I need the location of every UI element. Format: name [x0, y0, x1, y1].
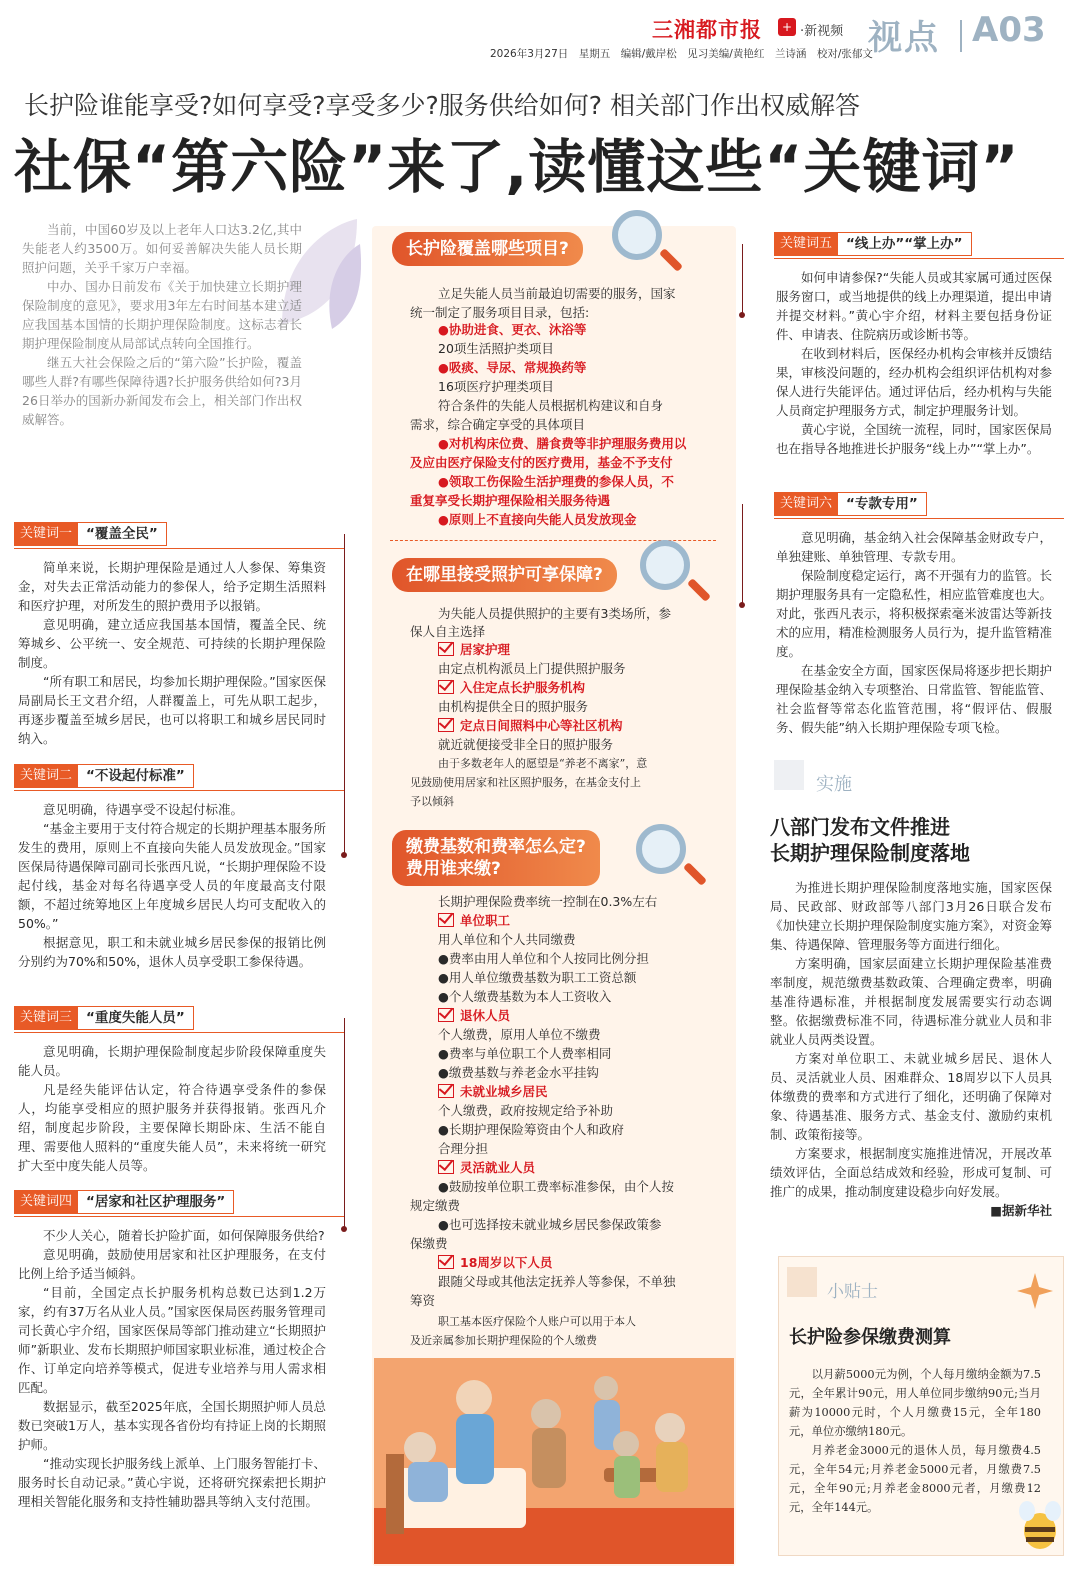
keyword-tag: 关键词二: [14, 764, 78, 788]
keyword-title: “覆盖全民”: [78, 522, 167, 546]
body-paragraph: “目前，全国定点长护服务机构总数已达到1.2万家，约有37万名从业人员。”国家医保局医药服务管理司司长黄心宇介绍，国家医保局等部门推动建立“长期照护师”新职业、发布长期照护师国家职业标准，通过校企合作、订单定向培养等模式，促进专业培养与用人需求相匹配。: [18, 1285, 326, 1395]
connector-dot: [739, 602, 745, 608]
line-text: ●用人单位缴费基数为职工工资总额: [438, 970, 637, 985]
line-text: 见鼓励使用居家和社区照护服务，在基金支付上: [410, 776, 641, 789]
video-brand: ·新视频: [800, 24, 844, 39]
line-text: 需求，综合确定享受的具体项目: [410, 417, 586, 432]
center-line: [438, 358, 586, 377]
line-text: 居家护理: [460, 642, 511, 657]
line-text: ●费率由用人单位和个人按同比例分担: [438, 951, 649, 966]
line-text: 为失能人员提供照护的主要有3类场所，参: [438, 606, 671, 621]
checklist-item: [438, 1006, 510, 1025]
line-text: 合理分担: [438, 1141, 489, 1156]
checkbox-icon: [438, 1084, 454, 1098]
checklist-item: [438, 1158, 535, 1177]
keyword-title: “重度失能人员”: [78, 1006, 194, 1030]
center-line: [438, 284, 676, 303]
keyword-3-header: [14, 1006, 194, 1030]
keyword-2-header: [14, 764, 194, 788]
section-title-2: 长期护理保险制度落地: [770, 841, 970, 865]
line-text: 保人自主选择: [410, 624, 486, 639]
line-text: 用人单位和个人共同缴费: [438, 932, 576, 947]
center-line: [438, 396, 663, 415]
keyword-rule: [14, 1032, 344, 1033]
line-text: 统一制定了服务项目目录，包括:: [410, 305, 590, 320]
tip-paragraph: 月养老金3000元的退休人员，每月缴费4.5元，全年54元;月养老金5000元者，月缴费7.5元，全年90元;月养老金8000元者，月缴费12元，全年144元。: [789, 1444, 1041, 1514]
body-paragraph: 意见明确，待遇享受不设起付标准。: [43, 802, 244, 817]
keyword-4-body: [18, 1226, 326, 1511]
body-paragraph: 黄心宇说，全国统一流程，同时，国家医保局也在指导各地推进长护服务“线上办”“掌上办”。: [776, 422, 1052, 456]
keyword-1-header: [14, 522, 167, 546]
line-text: 单位职工: [460, 913, 511, 928]
line-text: 筹资: [410, 1293, 436, 1308]
line-text: ●个人缴费基数为本人工资收入: [438, 989, 612, 1004]
page-number: A03: [972, 10, 1046, 50]
body-paragraph: 简单来说，长期护理保险是通过人人参保、筹集资金，对失去正常活动能力的参保人，给予定期生活照料和医疗护理，对所发生的照护费用予以报销。: [18, 560, 326, 613]
line-text: 长期护理保险费率统一控制在0.3%左右: [438, 894, 658, 909]
center-line: [438, 697, 588, 716]
line-text: 予以倾斜: [410, 795, 454, 808]
keyword-tag: 关键词五: [774, 232, 838, 256]
center-line: [410, 453, 673, 472]
body-paragraph: 意见明确，基金纳入社会保障基金财政专户，单独建账、单独管理、专款专用。: [776, 530, 1052, 564]
checklist-item: [438, 678, 585, 697]
center-line: [438, 1120, 624, 1139]
center-line: [438, 892, 657, 911]
keyword-rule: [14, 790, 344, 791]
question-2-title: 在哪里接受照护可享保障?: [392, 558, 617, 592]
body-paragraph: 不少人关心，随着长护险扩面，如何保障服务供给?: [43, 1228, 325, 1243]
keyword-tag: 关键词一: [14, 522, 78, 546]
keyword-6-header: [774, 492, 927, 516]
body-paragraph: 保险制度稳定运行，离不开强有力的监管。长期护理服务具有一定隐私性，相应监管难度也大。对此，张西凡表示，将积极探索毫米波雷达等新技术的应用，精准检测服务人员行为，提升监管精准度。: [776, 568, 1052, 659]
keyword-rule: [14, 1216, 344, 1217]
center-line: [438, 659, 626, 678]
body-paragraph: 方案要求，根据制度实施推进情况，开展改革绩效评估，全面总结成效和经验，形成可复制、可推广的成果，推动制度建设稳步向好发展。: [770, 1146, 1052, 1199]
magnifier-icon: [636, 824, 686, 874]
keyword-title: “线上办”“掌上办”: [838, 232, 972, 256]
connector-line: [344, 534, 345, 854]
keyword-title: “不设起付标准”: [78, 764, 194, 788]
center-line: [438, 1101, 613, 1120]
keyword-5-header: [774, 232, 972, 256]
checkbox-icon: [438, 680, 454, 694]
intro-paragraph: 中办、国办日前发布《关于加快建立长期护理保险制度的意见》，要求用3年左右时间基本建立适应我国基本国情的长期护理保险制度。这标志着长期护理保险制度从局部试点转向全国推行。: [22, 279, 302, 351]
line-text: 就近就便接受非全日的照护服务: [438, 737, 614, 752]
body-paragraph: 如何申请参保?“失能人员或其家属可通过医保服务窗口，或当地提供的线上办理渠道，提出申请并提交材料。”黄心宇介绍，材料主要包括身份证件、申请表、住院病历或诊断书等。: [776, 270, 1052, 342]
source-credit: ■据新华社: [990, 1203, 1052, 1218]
checklist-item: [438, 911, 510, 930]
keyword-tag: 关键词六: [774, 492, 838, 516]
tip-paragraph: 以月薪5000元为例，个人每月缴纳金额为7.5元，全年累计90元，用人单位同步缴纳90元;当月薪为10000元时，个人月缴费15元，全年180元，单位亦缴纳180元。: [789, 1368, 1041, 1438]
body-paragraph: 在基金安全方面，国家医保局将逐步把长期护理保险基金纳入专项整治、日常监管、智能监管、社会监督等常态化监管范围，将“假评估、假服务、假失能”纳入长期护理保险专项飞检。: [776, 663, 1052, 735]
connector-dot: [739, 312, 745, 318]
body-paragraph: 数据显示，截至2025年底，全国长期照护师人员总数已突破1万人，基本实现各省份均有持证上岗的长期照护师。: [18, 1399, 326, 1452]
line-text: ●费率与单位职工个人费率相同: [438, 1046, 612, 1061]
body-paragraph: “推动实现长护服务线上派单、上门服务智能打卡、服务时长自动记录。”黄心宇说，还将研究探索把长期护理相关智能化服务和支持性辅助器具等纳入支付范围。: [18, 1456, 326, 1509]
center-line: [410, 415, 585, 434]
keyword-6-body: [776, 528, 1052, 737]
keyword-title: “居家和社区护理服务”: [78, 1190, 234, 1214]
center-line: [438, 434, 686, 453]
masthead: [0, 8, 1080, 68]
center-line: [438, 472, 674, 491]
keyword-rule: [774, 518, 1064, 519]
connector-line: [742, 504, 743, 604]
center-line: [410, 1331, 597, 1350]
line-text: ●对机构床位费、膳食费等非护理服务费用以: [438, 436, 687, 451]
center-line: [438, 930, 576, 949]
question-3-line-1: 缴费基数和费率怎么定?: [406, 837, 586, 857]
issue-meta: 2026年3月27日 星期五 编辑/戴岸松 见习美编/黄艳红 兰诗涵 校对/张郁文: [490, 48, 873, 60]
center-line: [438, 1215, 661, 1234]
center-line: [410, 491, 610, 510]
line-text: 规定缴费: [410, 1198, 461, 1213]
keyword-tag: 关键词三: [14, 1006, 78, 1030]
question-3-title: [392, 830, 600, 886]
line-text: 及应由医疗保险支付的医疗费用，基金不予支付: [410, 455, 673, 470]
checkbox-icon: [438, 1160, 454, 1174]
body-paragraph: 凡是经失能评估认定，符合待遇享受条件的参保人，均能享受相应的照护服务并获得报销。张西凡介绍，制度起步阶段，主要保障长期卧床、生活不能自理、需要他人照料的“重度失能人员”，未来将统一研究扩大至中度失能人员等。: [18, 1082, 326, 1173]
checkbox-icon: [438, 1255, 454, 1269]
line-text: ●吸痰、导尿、常规换药等: [438, 360, 587, 375]
center-line: [438, 1044, 611, 1063]
line-text: 跟随父母或其他法定抚养人等参保，不单独: [438, 1274, 676, 1289]
checklist-item: [438, 1082, 548, 1101]
center-line: [438, 377, 554, 396]
line-text: 入住定点长护服务机构: [460, 680, 586, 695]
tip-title: 长护险参保缴费测算: [789, 1327, 951, 1348]
center-line: [410, 1291, 435, 1310]
line-text: 16项医疗护理类项目: [438, 379, 554, 394]
section-label-row: [770, 760, 1070, 794]
checklist-item: [438, 1253, 552, 1272]
star-decoration-icon: [1015, 1271, 1055, 1311]
line-text: 个人缴费，原用人单位不缴费: [438, 1027, 601, 1042]
line-text: 退休人员: [460, 1008, 511, 1023]
bee-mascot-icon: [1017, 1493, 1063, 1553]
line-text: ●协助进食、更衣、沐浴等: [438, 322, 587, 337]
line-text: 灵活就业人员: [460, 1160, 536, 1175]
line-text: 立足失能人员当前最迫切需要的服务，国家: [438, 286, 676, 301]
line-text: 重复享受长期护理保险相关服务待遇: [410, 493, 611, 508]
line-text: 职工基本医疗保险个人账户可以用于本人: [438, 1315, 636, 1328]
line-text: 未就业城乡居民: [460, 1084, 548, 1099]
center-line: [438, 949, 649, 968]
body-paragraph: 方案对单位职工、未就业城乡居民、退休人员、灵活就业人员、困难群众、18周岁以下人员具体缴费的费率和方式进行了细化，还明确了保障对象、待遇基准、服务方式、基金支付、激励约束机制、政策衔接等。: [770, 1051, 1052, 1142]
question-3-line-2: 费用谁来缴?: [406, 859, 501, 879]
section-name: 视点: [868, 18, 940, 58]
connector-dot: [341, 852, 347, 858]
keyword-title: “专款专用”: [838, 492, 927, 516]
intro-paragraph: 当前，中国60岁及以上老年人口达3.2亿,其中失能老人约3500万。如何妥善解决失能人员长期照护问题，关乎千家万户幸福。: [22, 222, 302, 275]
body-paragraph: 为推进长期护理保险制度落地实施，国家医保局、民政部、财政部等八部门3月26日联合发布《加快建立长期护理保险制度实施方案》，对资金筹集、待遇保障、管理服务等方面进行细化。: [770, 880, 1052, 952]
center-line: [438, 1063, 599, 1082]
keyword-4-header: [14, 1190, 234, 1214]
line-text: 个人缴费，政府按规定给予补助: [438, 1103, 614, 1118]
body-paragraph: “基金主要用于支付符合规定的长期护理基本服务所发生的费用，原则上不直接向失能人员发放现金。”国家医保局待遇保障司副司长张西凡说，“长期护理保险不设起付线，基金对每名待遇享受人员的年度最高支付限额，不超过统筹地区上年度城乡居民人均可支配收入的50%。”: [18, 821, 326, 931]
line-text: 由于多数老年人的愿望是“养老不离家”，意: [438, 757, 648, 770]
intro-paragraph: 继五大社会保险之后的“第六险”长护险，覆盖哪些人群?有哪些保障待遇?长护服务供给如何?3月26日举办的国新办新闻发布会上，相关部门作出权威解答。: [22, 355, 302, 427]
magnifier-icon: [640, 540, 690, 590]
center-line: [410, 792, 454, 811]
checkbox-icon: [438, 1008, 454, 1022]
center-line: [438, 1312, 636, 1331]
checkbox-icon: [438, 913, 454, 927]
line-text: ●鼓励按单位职工费率标准参保，由个人按: [438, 1179, 674, 1194]
divider: [960, 20, 962, 52]
connector-line: [344, 1018, 345, 1228]
body-paragraph: “所有职工和居民，均参加长期护理保险。”国家医保局副局长王文君介绍，人群覆盖上，可先从职工起步，再逐步覆盖至城乡居民，也可以将职工和城乡居民同时纳入。: [18, 674, 326, 746]
line-text: ●原则上不直接向失能人员发放现金: [438, 512, 637, 527]
intro-section: [22, 220, 302, 429]
center-line: [410, 1234, 448, 1253]
keyword-3-body: [18, 1042, 326, 1175]
line-text: 保缴费: [410, 1236, 448, 1251]
center-line: [438, 339, 554, 358]
paper-logo: 三湘都市报: [652, 18, 762, 42]
keyword-5-body: [776, 268, 1052, 458]
center-line: [410, 773, 641, 792]
center-line: [438, 754, 647, 773]
center-line: [438, 1177, 674, 1196]
center-line: [438, 735, 613, 754]
center-line: [438, 1025, 601, 1044]
headline: 社保“第六险”来了,读懂这些“关键词”: [14, 133, 1020, 201]
center-line: [438, 968, 636, 987]
question-1-title: 长护险覆盖哪些项目?: [392, 232, 583, 266]
keyword-2-body: [18, 800, 326, 971]
center-line: [438, 987, 611, 1006]
tip-body: [789, 1365, 1041, 1517]
center-line: [438, 510, 636, 529]
line-text: ●长期护理保险筹资由个人和政府: [438, 1122, 624, 1137]
body-paragraph: 方案明确，国家层面建立长期护理保险基准费率制度，规范缴费基数政策、合理确定费率，明确基准待遇标准，并根据制度发展需要实行动态调整。依据缴费标准不同，待遇标准分就业人员和非就业人员两类设置。: [770, 956, 1052, 1047]
app-badge-icon: +: [778, 18, 796, 36]
keyword-1-body: [18, 558, 326, 748]
checklist-item: [438, 640, 510, 659]
checkbox-icon: [438, 718, 454, 732]
body-paragraph: 根据意见，职工和未就业城乡居民参保的报销比例分别约为70%和50%，退休人员享受职工参保待遇。: [18, 935, 326, 969]
line-text: 20项生活照护类项目: [438, 341, 554, 356]
line-text: ●领取工伤保险生活护理费的参保人员，不: [438, 474, 674, 489]
tip-box: [778, 1256, 1064, 1556]
label-bg-icon: [774, 760, 804, 790]
keyword-rule: [14, 548, 344, 549]
implementation-section: [770, 760, 1070, 1219]
center-line: [438, 320, 586, 339]
body-paragraph: 在收到材料后，医保经办机构会审核并反馈结果，审核没问题的，经办机构会组织评估机构对参保人进行失能评估。通过评估后，经办机构与失能人员商定护理服务方式，制定护理服务计划。: [776, 346, 1052, 418]
tip-label: 小贴士: [827, 1282, 878, 1302]
center-line: [438, 604, 671, 623]
line-text: 及近亲属参加长期护理保险的个人缴费: [410, 1334, 597, 1347]
keyword-rule: [774, 258, 1064, 259]
body-paragraph: 意见明确，长期护理保险制度起步阶段保障重度失能人员。: [18, 1044, 326, 1078]
line-text: ●缴费基数与养老金水平挂钩: [438, 1065, 599, 1080]
label-bg-icon: [787, 1267, 817, 1297]
keyword-tag: 关键词四: [14, 1190, 78, 1214]
magnifier-icon: [612, 210, 662, 260]
center-line: [438, 1272, 676, 1291]
center-line: [410, 1196, 460, 1215]
connector-dot: [341, 1226, 347, 1232]
line-text: ●也可选择按未就业城乡居民参保政策参: [438, 1217, 662, 1232]
checklist-item: [438, 716, 623, 735]
body-paragraph: 意见明确，建立适应我国基本国情，覆盖全民、统筹城乡、公平统一、安全规范、可持续的长期护理保险制度。: [18, 617, 326, 670]
line-text: 定点日间照料中心等社区机构: [460, 718, 623, 733]
subheadline: 长护险谁能享受?如何享受?享受多少?服务供给如何? 相关部门作出权威解答: [24, 91, 861, 120]
body-paragraph: 意见明确，鼓励使用居家和社区护理服务，在支付比例上给予适当倾斜。: [18, 1247, 326, 1281]
line-text: 符合条件的失能人员根据机构建议和自身: [438, 398, 664, 413]
section-label: 实施: [816, 774, 852, 795]
line-text: 18周岁以下人员: [460, 1255, 553, 1270]
checkbox-icon: [438, 642, 454, 656]
connector-line: [742, 244, 743, 314]
line-text: 由机构提供全日的照护服务: [438, 699, 589, 714]
line-text: 由定点机构派员上门提供照护服务: [438, 661, 626, 676]
section-title-1: 八部门发布文件推进: [770, 815, 950, 839]
center-line: [438, 1139, 488, 1158]
caregiving-illustration: [374, 1358, 734, 1564]
